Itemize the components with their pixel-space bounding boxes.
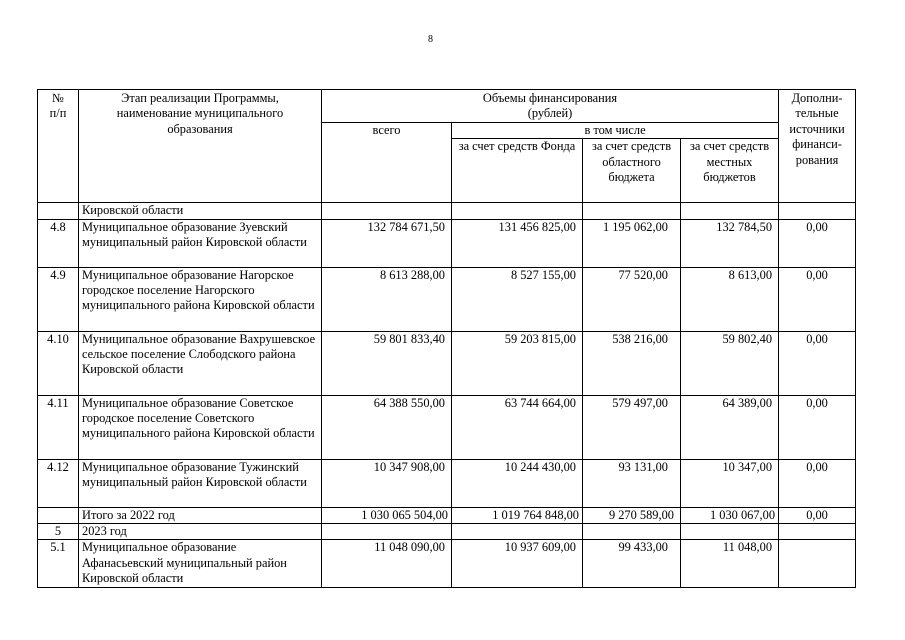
financing-table [37, 89, 856, 588]
row-fund: 8 527 155,00 [452, 267, 583, 331]
row-local: 1 030 067,00 [681, 507, 779, 523]
row-total: 11 048 090,00 [322, 540, 452, 588]
row-fund [452, 203, 583, 219]
row-extra: 0,00 [779, 507, 856, 523]
row-regional: 538 216,00 [583, 331, 681, 395]
header-total: всего [322, 122, 452, 202]
page-number: 8 [428, 34, 433, 45]
row-extra [779, 524, 856, 540]
row-local [681, 524, 779, 540]
row-name: Муниципальное образование Тужинский муниципальный район Кировской области [79, 459, 322, 507]
row-num: 4.8 [38, 219, 79, 267]
table-row [38, 540, 856, 588]
row-name: 2023 год [79, 524, 322, 540]
table-row [38, 267, 856, 331]
row-extra [779, 203, 856, 219]
row-fund: 59 203 815,00 [452, 331, 583, 395]
row-extra: 0,00 [779, 395, 856, 459]
table-row [38, 203, 856, 219]
header-including: в том числе [452, 122, 779, 138]
row-total: 64 388 550,00 [322, 395, 452, 459]
row-name: Муниципальное образование Вахрушевское сельское поселение Слободского района Кировской области [79, 331, 322, 395]
row-fund: 1 019 764 848,00 [452, 507, 583, 523]
row-local: 8 613,00 [681, 267, 779, 331]
row-num: 5.1 [38, 540, 79, 588]
row-regional: 77 520,00 [583, 267, 681, 331]
header-volumes: Объемы финансирования (рублей) [322, 90, 779, 123]
header-regional: за счет средств областного бюджета [583, 139, 681, 203]
table-row [38, 395, 856, 459]
row-extra: 0,00 [779, 219, 856, 267]
row-name: Кировской области [79, 203, 322, 219]
header-fund: за счет средств Фонда [452, 139, 583, 203]
row-total [322, 524, 452, 540]
row-regional: 9 270 589,00 [583, 507, 681, 523]
row-name: Муниципальное образование Афанасьевский муниципальный район Кировской области [79, 540, 322, 588]
row-local: 11 048,00 [681, 540, 779, 588]
row-extra: 0,00 [779, 459, 856, 507]
header-stage: Этап реализации Программы, наименование муниципального образования [79, 90, 322, 203]
row-fund: 131 456 825,00 [452, 219, 583, 267]
row-extra: 0,00 [779, 267, 856, 331]
row-num [38, 507, 79, 523]
row-regional [583, 203, 681, 219]
row-num: 4.12 [38, 459, 79, 507]
row-total [322, 203, 452, 219]
table-row [38, 459, 856, 507]
row-fund: 63 744 664,00 [452, 395, 583, 459]
row-extra [779, 540, 856, 588]
row-fund: 10 244 430,00 [452, 459, 583, 507]
row-fund [452, 524, 583, 540]
row-regional [583, 524, 681, 540]
total-row [38, 507, 856, 523]
row-name: Итого за 2022 год [79, 507, 322, 523]
header-extra-sources: Дополни-тельные источники финанси-рования [779, 90, 856, 203]
row-num: 4.10 [38, 331, 79, 395]
header-num: № п/п [38, 90, 79, 203]
row-name: Муниципальное образование Нагорское городское поселение Нагорского муниципального района Кировской области [79, 267, 322, 331]
row-local: 64 389,00 [681, 395, 779, 459]
row-name: Муниципальное образование Советское городское поселение Советского муниципального района Кировской области [79, 395, 322, 459]
row-local: 59 802,40 [681, 331, 779, 395]
row-total: 10 347 908,00 [322, 459, 452, 507]
header-local: за счет средств местных бюджетов [681, 139, 779, 203]
row-extra: 0,00 [779, 331, 856, 395]
row-local [681, 203, 779, 219]
row-num: 4.9 [38, 267, 79, 331]
section-row [38, 524, 856, 540]
row-regional: 93 131,00 [583, 459, 681, 507]
row-total: 1 030 065 504,00 [322, 507, 452, 523]
table-row [38, 219, 856, 267]
row-total: 8 613 288,00 [322, 267, 452, 331]
row-name: Муниципальное образование Зуевский муниципальный район Кировской области [79, 219, 322, 267]
row-fund: 10 937 609,00 [452, 540, 583, 588]
row-regional: 579 497,00 [583, 395, 681, 459]
row-total: 59 801 833,40 [322, 331, 452, 395]
row-regional: 99 433,00 [583, 540, 681, 588]
row-local: 132 784,50 [681, 219, 779, 267]
row-num: 5 [38, 524, 79, 540]
table-row [38, 331, 856, 395]
row-num [38, 203, 79, 219]
row-regional: 1 195 062,00 [583, 219, 681, 267]
header-row-1 [38, 90, 856, 123]
row-local: 10 347,00 [681, 459, 779, 507]
row-total: 132 784 671,50 [322, 219, 452, 267]
row-num: 4.11 [38, 395, 79, 459]
